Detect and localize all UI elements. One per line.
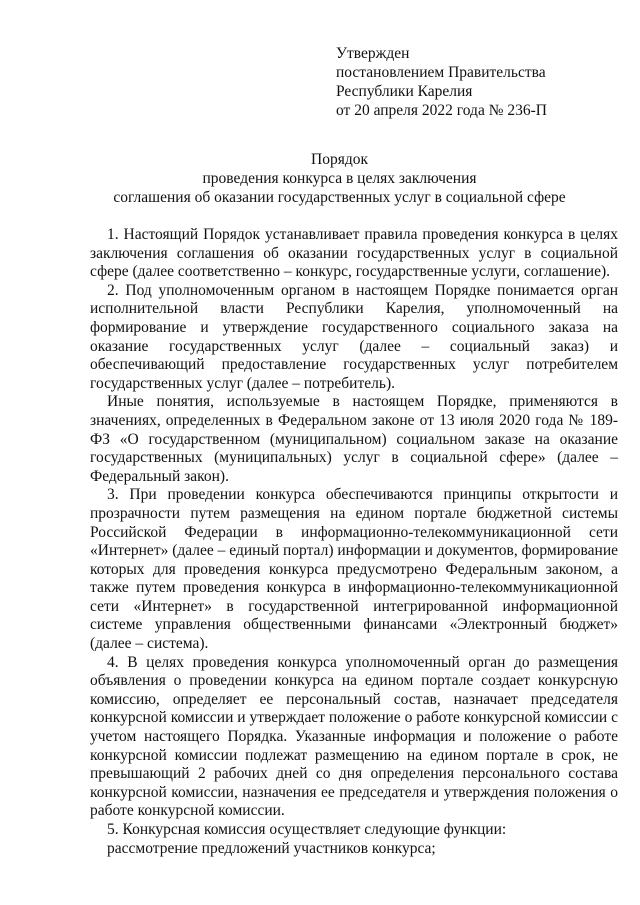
title-line: Порядок <box>311 151 368 168</box>
paragraph: 3. При проведении конкурса обеспечиваются принципы открытости и прозрачности путем размещения на едином портале бюджетной системы Российской Федерации в информационно-телекоммуникационной сети «Интернет» (далее – единый портал) информации и документов, формирование которых для проведения конкурса предусмотрено Федеральным законом, а также путем проведения конкурса в информационно-телекоммуникационной сети «Интернет» в государственной интегрированной информационной системе управления общественными финансами «Электронный бюджет» (далее – система). <box>90 486 618 653</box>
paragraph: 5. Конкурсная комиссия осуществляет следующие функции: <box>107 821 507 838</box>
paragraph: 1. Настоящий Порядок устанавливает правила проведения конкурса в целях заключения соглашения об оказании государственных услуг в социальной сфере (далее соответственно – конкурс, государственные услуги, соглашение). <box>90 226 618 281</box>
title-line: проведения конкурса в целях заключения <box>202 170 477 187</box>
title-line: соглашения об оказании государственных услуг в социальной сфере <box>113 189 566 206</box>
approval-block <box>336 44 626 120</box>
approval-line: Утвержден <box>336 45 410 62</box>
approval-line: Республики Карелия <box>336 83 473 100</box>
approval-line: от 20 апреля 2022 года № 236-П <box>336 102 547 119</box>
paragraph: Иные понятия, используемые в настоящем Порядке, применяются в значениях, определенных в Федеральном законе от 13 июля 2020 года № 189-ФЗ «О государственном (муниципальном) социальном заказе на оказание государственных (муниципальных) услуг в социальной сфере» (далее – Федеральный закон). <box>90 393 618 485</box>
paragraph: 2. Под уполномоченным органом в настоящем Порядке понимается орган исполнительной власти Республики Карелия, уполномоченный на формирование и утверждение государственного социального заказа на оказание государственных услуг (далее – социальный заказ) и обеспечивающий предоставление государственных услуг потребителем государственных услуг (далее – потребитель). <box>90 281 618 392</box>
document-title <box>62 150 617 207</box>
approval-line: постановлением Правительства <box>336 64 546 81</box>
paragraph: 4. В целях проведения конкурса уполномоченный орган до размещения объявления о проведении конкурса на едином портале создает конкурсную комиссию, определяет ее персональный состав, назначает председателя конкурсной комиссии и утверждает положение о работе конкурсной комиссии с учетом настоящего Порядка. Указанные информация и положение о работе конкурсной комиссии подлежат размещению на едином портале в срок, не превышающий 2 рабочих дней со дня определения персонального состава конкурсной комиссии, назначения ее председателя и утверждения положения о работе конкурсной комиссии. <box>90 653 618 820</box>
paragraph: рассмотрение предложений участников конкурса; <box>107 839 436 857</box>
document-body <box>90 226 618 858</box>
